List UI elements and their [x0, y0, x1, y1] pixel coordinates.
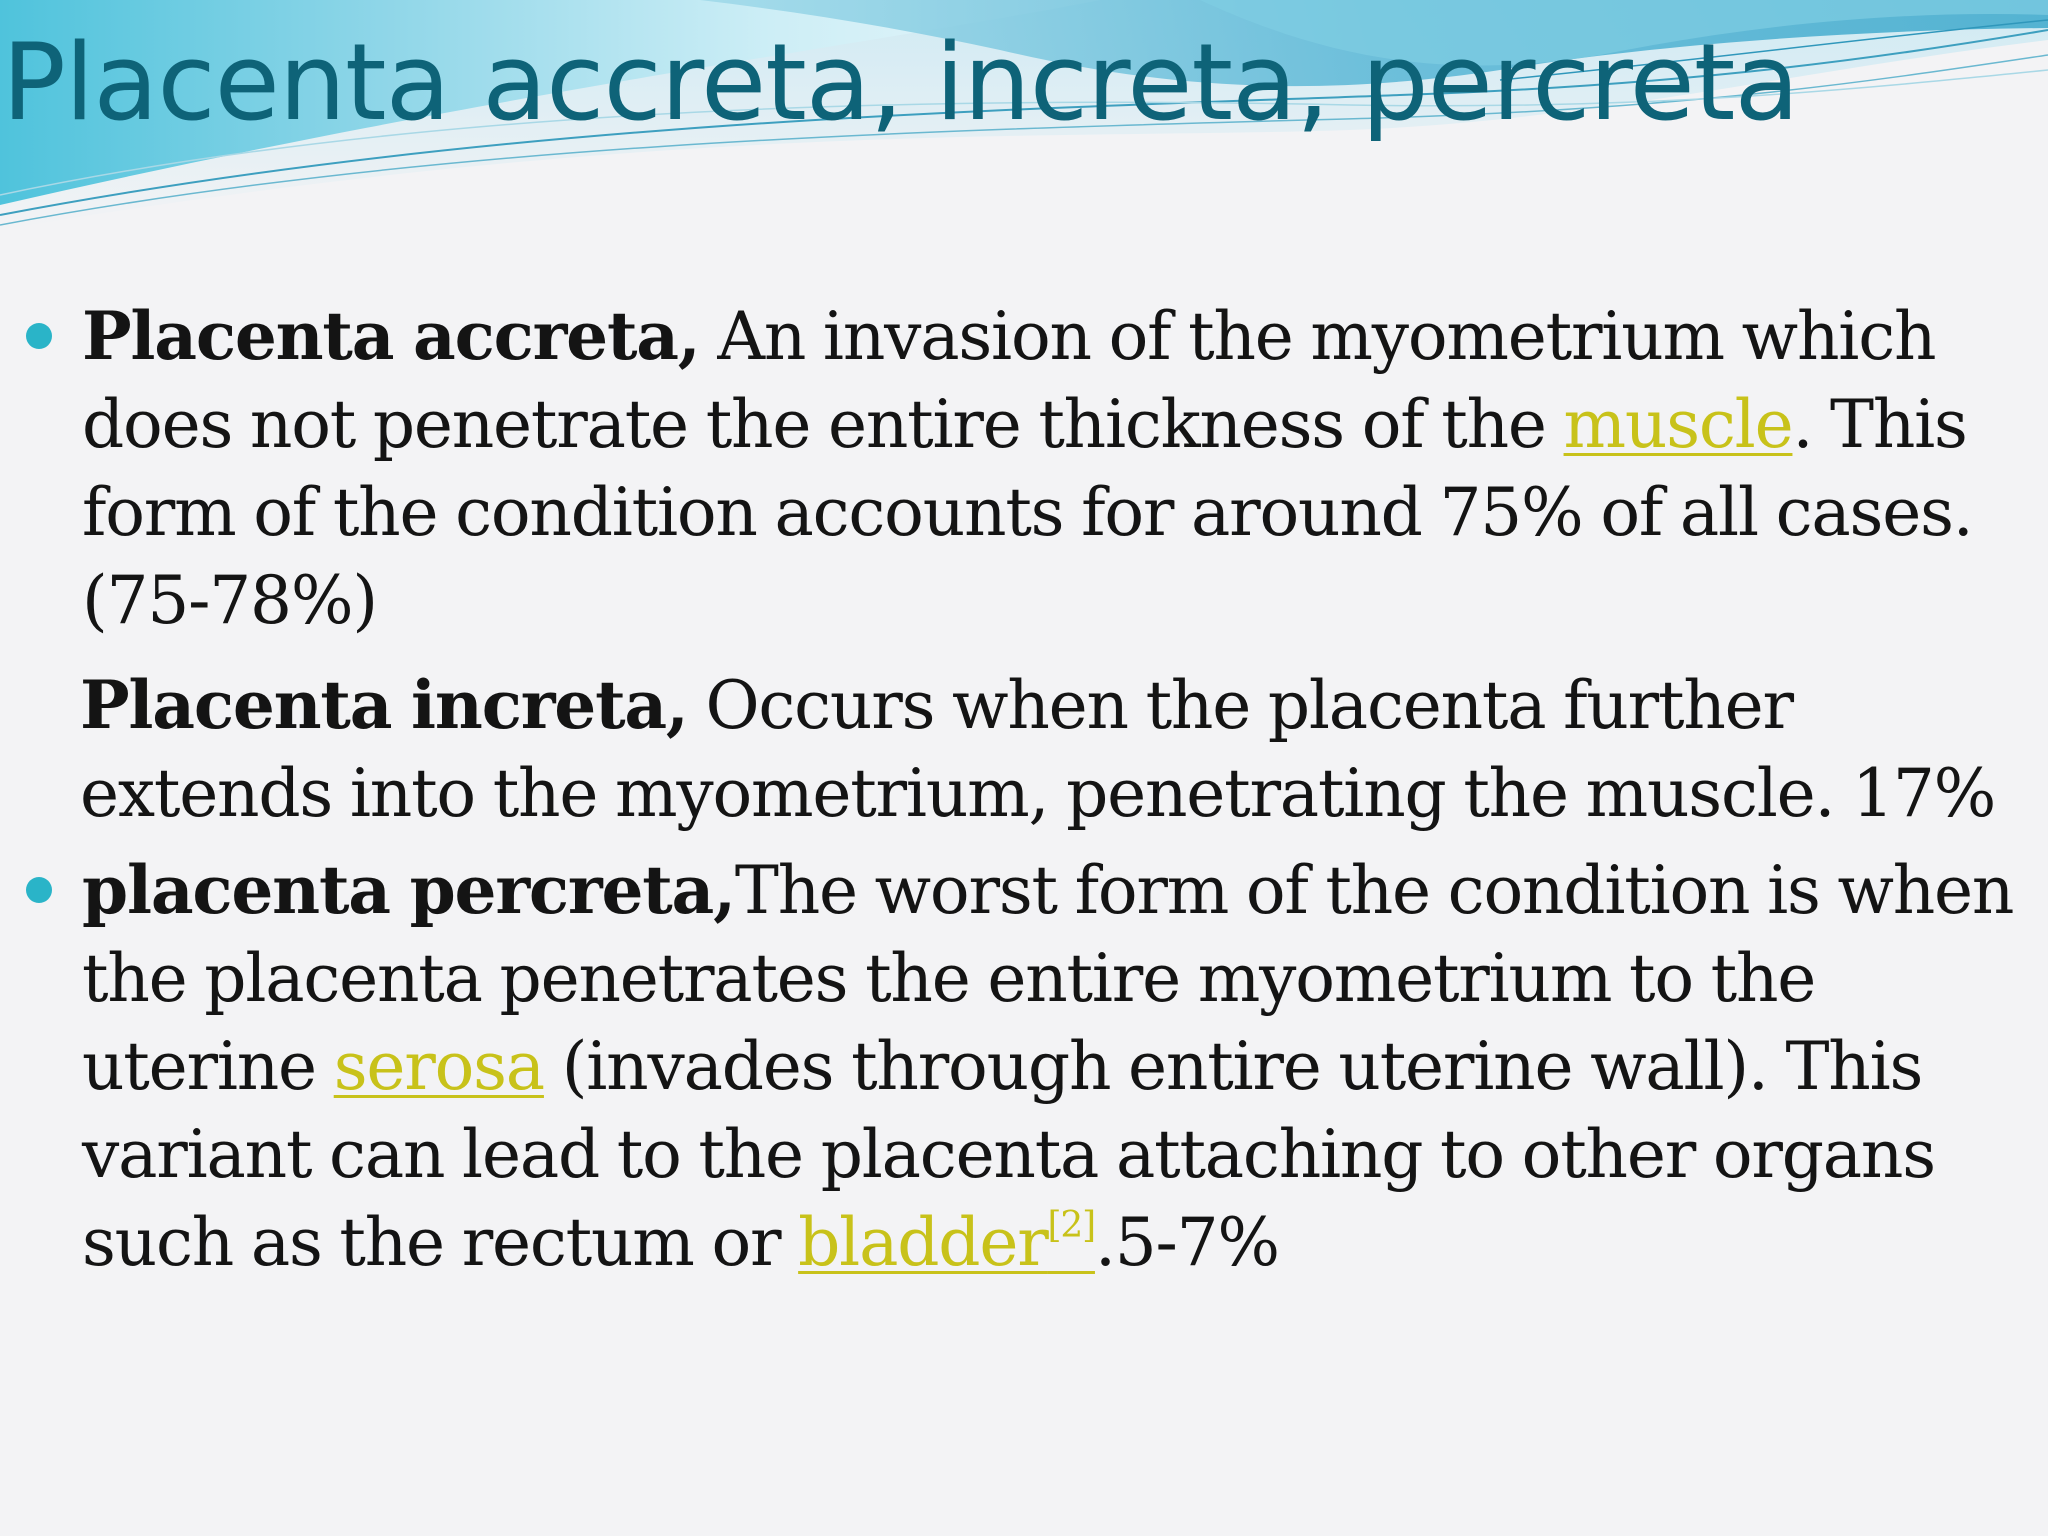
reference-superscript: [2] — [1047, 1205, 1095, 1246]
bullet-percreta — [0, 846, 2028, 1287]
paragraph-increta — [0, 661, 2026, 838]
bladder-link[interactable] — [798, 1204, 1095, 1281]
percreta-text-1: The worst form of the condition is when the placenta penetrates the entire myometrium to the uterine — [82, 852, 2014, 1105]
percreta-text-3: .5-7% — [1094, 1204, 1279, 1281]
percreta-text-2: (invades through entire uterine wall). This variant can lead to the placenta attaching to other organs such as the rectum or — [82, 1028, 1935, 1281]
bullet-accreta — [0, 292, 2028, 645]
term-accreta: Placenta accreta, — [82, 297, 700, 375]
bullet-dot-icon — [26, 323, 52, 349]
accreta-text-2: . This form of the condition accounts for around 75% of all cases.(75-78%) — [82, 386, 1973, 639]
term-percreta: placenta percreta, — [82, 851, 735, 929]
increta-text: Occurs when the placenta further extends into the myometrium, penetrating the muscle. 17% — [80, 667, 1996, 832]
accreta-text-1: An invasion of the myometrium which does not penetrate the entire thickness of the — [82, 298, 1936, 463]
muscle-link[interactable]: muscle — [1563, 386, 1793, 463]
bullet-dot-icon — [26, 877, 52, 903]
slide-body — [0, 292, 2048, 1287]
serosa-link[interactable]: serosa — [333, 1028, 544, 1105]
slide-title: Placenta accreta, increta, percreta — [2, 21, 1799, 144]
bladder-link-label: bladder — [798, 1204, 1048, 1281]
term-increta: Placenta increta, — [80, 666, 688, 744]
